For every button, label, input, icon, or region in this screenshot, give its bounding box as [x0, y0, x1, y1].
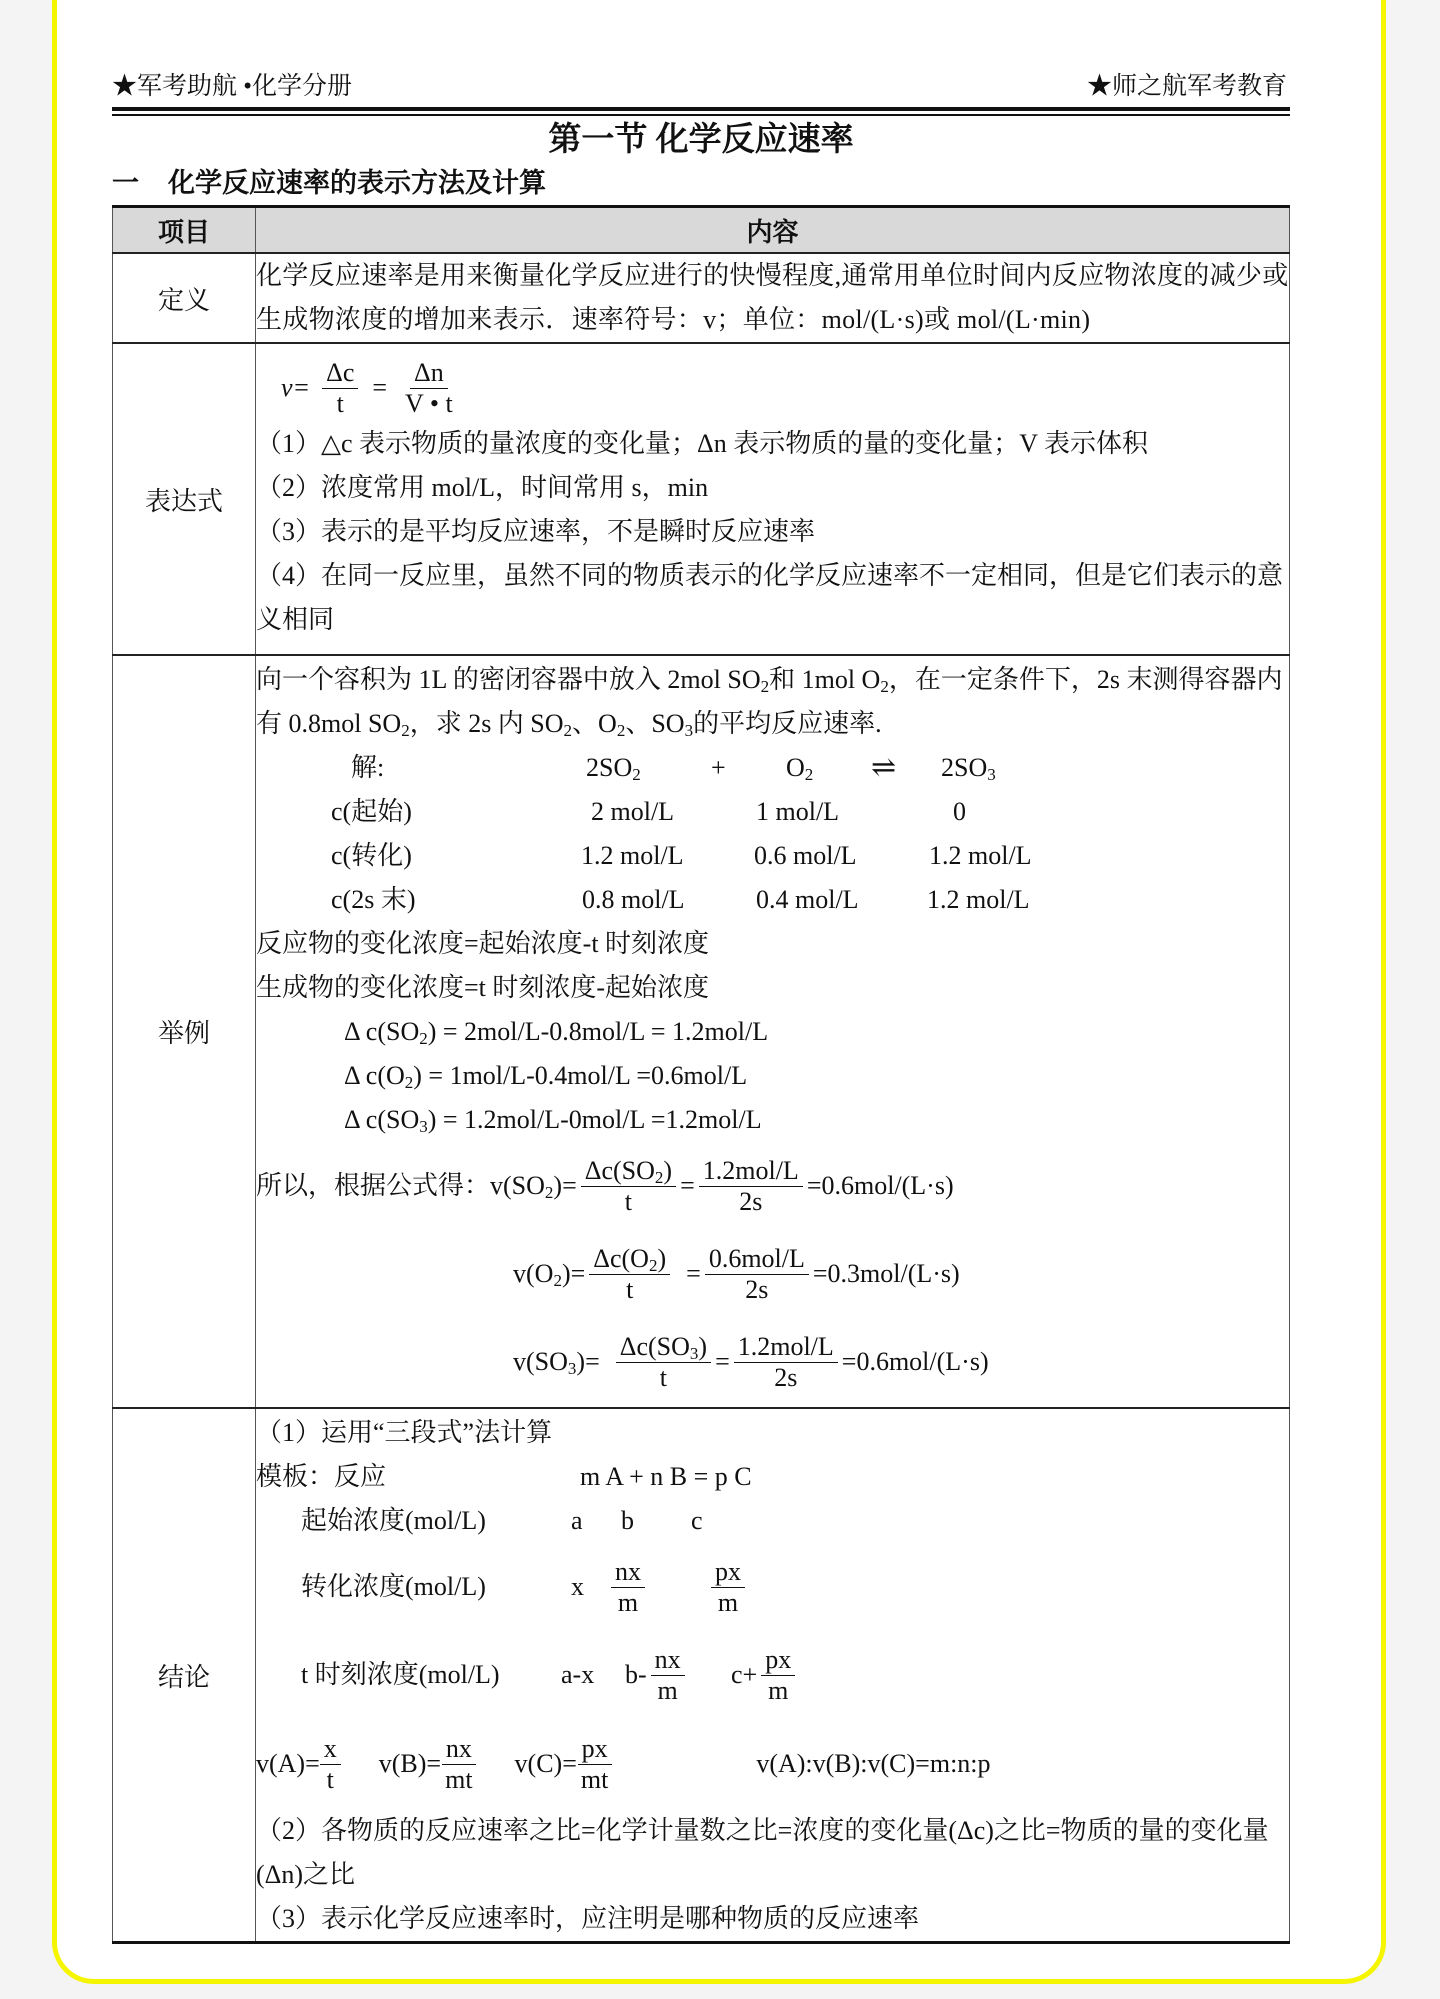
delta-o2: [256, 1054, 1289, 1098]
plus-sign: +: [711, 753, 726, 782]
subscript: 2: [553, 1271, 562, 1290]
fraction: [734, 1332, 838, 1393]
vb-lhs: v(B)=: [378, 1749, 442, 1778]
subscript: 2: [632, 765, 641, 784]
conclusion-point-3: （3）表示化学反应速率时，应注明是哪种物质的反应速率: [256, 1904, 920, 1933]
value-prefix: b-: [625, 1660, 647, 1689]
fraction: [589, 1244, 670, 1305]
table-row-definition: [113, 253, 1290, 343]
va-lhs: v(A)=: [256, 1749, 320, 1778]
fraction: [320, 1734, 341, 1795]
numerator-text: ): [698, 1331, 708, 1361]
denominator: m: [617, 1587, 639, 1617]
fraction: [441, 1734, 476, 1795]
delta-text: Δ c(O: [344, 1061, 405, 1090]
section-title: 化学反应速率的表示方法及计算: [168, 168, 546, 198]
numerator: 1.2mol/L: [699, 1156, 803, 1187]
row-change-label: c(转化): [331, 841, 412, 870]
subscript: 3: [684, 721, 694, 740]
denominator: m: [657, 1675, 678, 1705]
delta-text: ) = 1.2mol/L-0mol/L =1.2mol/L: [427, 1105, 762, 1134]
value: 0: [953, 797, 966, 826]
denominator: t: [326, 1764, 334, 1794]
fraction: [705, 1244, 809, 1305]
subscript: 2: [760, 677, 770, 696]
fraction: [699, 1156, 803, 1217]
numerator: px: [761, 1645, 795, 1676]
denominator: t: [626, 1274, 634, 1304]
numerator: 1.2mol/L: [734, 1332, 838, 1363]
value: a: [571, 1506, 583, 1535]
subscript: 2: [401, 721, 410, 740]
numerator-text: Δc(O: [593, 1243, 649, 1273]
numerator: nx: [442, 1734, 476, 1765]
subscript: 2: [544, 1183, 554, 1202]
denominator: mt: [580, 1764, 609, 1794]
note-4: （4）在同一反应里，虽然不同的物质表示的化学反应速率不一定相同，但是它们表示的意义相同: [256, 561, 1284, 634]
denominator: 2s: [745, 1274, 769, 1304]
fraction: [322, 358, 358, 419]
denominator: mt: [445, 1764, 473, 1794]
subscript: 2: [563, 721, 573, 740]
rate-result: =0.3mol/(L·s): [812, 1259, 960, 1288]
lhs-text: v(O: [513, 1259, 554, 1288]
conclusion-point-2: （2）各物质的反应速率之比=化学计量数之比=浓度的变化量(Δc)之比=物质的量的变化量(Δn)之比: [256, 1816, 1269, 1889]
numerator-text: Δc(SO: [584, 1155, 655, 1185]
fraction: [577, 1734, 612, 1795]
numerator: [589, 1244, 670, 1275]
denominator: V • t: [405, 388, 453, 418]
denominator: t: [624, 1186, 633, 1216]
t-b-value: [625, 1645, 731, 1706]
value: a-x: [561, 1660, 595, 1689]
change-label: 转化浓度(mol/L): [301, 1572, 486, 1601]
table-header-row: [113, 207, 1290, 254]
conclusion-point-1: （1）运用“三段式”法计算: [256, 1418, 553, 1447]
problem-text: 的平均反应速率.: [693, 709, 882, 738]
header-left: ★军考助航 •化学分册: [112, 73, 353, 100]
fraction: [616, 1332, 711, 1393]
note-3: （3）表示的是平均反应速率，不是瞬时反应速率: [256, 517, 816, 546]
species-o2: [786, 746, 871, 790]
denominator: t: [336, 388, 344, 418]
denominator: 2s: [774, 1362, 798, 1392]
definition-text: 化学反应速率是用来衡量化学反应进行的快慢程度,通常用单位时间内反应物浓度的减少或生成物浓度的增加来表示．速率符号：v；单位：mol/(L·s)或 mol/(L·min): [256, 261, 1289, 334]
problem-text: 、SO: [625, 709, 685, 738]
delta-text: Δ c(SO: [344, 1105, 420, 1134]
template-t-row: [301, 1631, 1289, 1719]
section-number: 一: [112, 168, 139, 198]
formula-lhs: v=: [281, 373, 311, 402]
header-right: ★师之航军考教育: [1086, 73, 1287, 100]
value-prefix: c+: [731, 1660, 758, 1689]
rate-ratio: v(A):v(B):v(C)=m:n:p: [756, 1749, 991, 1778]
denominator: m: [717, 1587, 739, 1617]
row-content: [256, 253, 1290, 343]
equals-sign: =: [715, 1347, 730, 1376]
problem-text: ，在一定条件下，2s 末测得容器内有 0.8mol SO: [256, 665, 1283, 738]
vc-lhs: v(C)=: [514, 1749, 577, 1778]
conclusion-lead: 所以，根据公式得：: [256, 1171, 491, 1200]
delta-so3: [256, 1098, 1289, 1142]
section-heading: [112, 165, 546, 201]
delta-text: ) = 2mol/L-0.8mol/L = 1.2mol/L: [427, 1017, 769, 1046]
table-row-expression: [113, 343, 1290, 655]
value: b: [621, 1506, 634, 1535]
species-text: 2SO: [941, 753, 988, 782]
fraction: [401, 358, 457, 419]
numerator: Δc: [322, 358, 358, 389]
rule-reactant: 反应物的变化浓度=起始浓度-t 时刻浓度: [256, 929, 710, 958]
table-row-conclusion: [113, 1408, 1290, 1943]
lhs-text: v(SO: [513, 1347, 568, 1376]
problem-text: 、O: [572, 709, 617, 738]
row-label: 定义: [113, 253, 256, 343]
equals-sign: =: [372, 373, 388, 402]
denominator: m: [768, 1675, 789, 1705]
numerator: px: [578, 1734, 612, 1765]
row-content: [256, 343, 1290, 655]
species-text: 2SO: [586, 753, 633, 782]
numerator-text: ): [663, 1155, 673, 1185]
solution-label: 解:: [351, 753, 385, 782]
rate-expressions: [256, 1719, 1289, 1809]
numerator: nx: [651, 1645, 685, 1676]
rate-result: =0.6mol/(L·s): [806, 1171, 954, 1200]
t-c-value: [731, 1645, 811, 1706]
col-header-item: 项目: [113, 207, 256, 254]
lhs-text: )=: [553, 1171, 577, 1200]
species-so2: [586, 746, 711, 790]
lhs-text: )=: [561, 1259, 586, 1288]
numerator-text: Δc(SO: [619, 1331, 690, 1361]
value: c: [691, 1506, 703, 1535]
value: 1.2 mol/L: [581, 841, 684, 870]
fraction: [761, 1645, 795, 1706]
denominator: t: [659, 1362, 668, 1392]
template-change-row: [301, 1543, 1289, 1631]
subscript: 2: [648, 1255, 658, 1275]
numerator: px: [711, 1557, 745, 1588]
value: 2 mol/L: [591, 797, 675, 826]
header-rule-thin: [112, 114, 1290, 116]
numerator: x: [320, 1734, 341, 1765]
species-text: O: [786, 753, 805, 782]
rate-o2: [256, 1230, 1289, 1318]
row-label: 举例: [113, 655, 256, 1408]
subscript: 2: [404, 1073, 414, 1092]
col-header-content: 内容: [256, 207, 1290, 254]
value: 0.6 mol/L: [754, 841, 857, 870]
subscript: 2: [804, 765, 814, 784]
rate-lhs: [513, 1340, 600, 1384]
numerator-text: ): [657, 1243, 667, 1273]
template-equation: m A + n B = p C: [580, 1462, 752, 1491]
numerator: [581, 1156, 676, 1187]
equals-sign: =: [680, 1171, 695, 1200]
problem-text: ，求 2s 内 SO: [409, 709, 564, 738]
example-problem: [256, 658, 1289, 746]
numerator: nx: [611, 1557, 645, 1588]
lhs-text: v(SO: [490, 1171, 545, 1200]
template-start-row: [301, 1499, 1289, 1543]
page-title: 第一节 化学反应速率: [548, 122, 854, 158]
subscript: 2: [880, 677, 889, 696]
value: 0.4 mol/L: [756, 885, 859, 914]
t-label: t 时刻浓度(mol/L): [301, 1660, 500, 1689]
subscript: 3: [689, 1343, 699, 1363]
rate-lhs: [490, 1164, 577, 1208]
value: x: [571, 1572, 584, 1601]
row-label: 结论: [113, 1408, 256, 1943]
fraction: [651, 1645, 685, 1706]
value: 0.8 mol/L: [582, 885, 685, 914]
subscript: 3: [567, 1359, 577, 1378]
note-2: （2）浓度常用 mol/L，时间常用 s，min: [256, 473, 709, 502]
solution-table: [331, 746, 1289, 922]
start-label: 起始浓度(mol/L): [301, 1506, 486, 1535]
row-content: [256, 655, 1290, 1408]
numerator: 0.6mol/L: [705, 1244, 809, 1275]
numerator: Δn: [410, 358, 448, 389]
subscript: 3: [419, 1117, 428, 1136]
problem-text: 向一个容积为 1L 的密闭容器中放入 2mol SO: [256, 665, 761, 694]
row-label: 表达式: [113, 343, 256, 655]
row-content: [256, 1408, 1290, 1943]
template-label: 模板：反应: [256, 1462, 387, 1491]
species-so3: [941, 746, 1061, 790]
table-row-example: [113, 655, 1290, 1408]
template-line: [256, 1455, 1289, 1499]
subscript: 3: [987, 765, 996, 784]
value: 1 mol/L: [756, 797, 840, 826]
row-end-label: c(2s 末): [331, 885, 416, 914]
note-1: （1）△c 表示物质的量浓度的变化量；Δn 表示物质的量的变化量；V 表示体积: [256, 429, 1149, 458]
value: 1.2 mol/L: [929, 841, 1032, 870]
subscript: 2: [616, 721, 626, 740]
equals-sign: =: [686, 1259, 701, 1288]
value: 1.2 mol/L: [927, 885, 1030, 914]
lhs-text: )=: [576, 1347, 600, 1376]
rate-so3: [256, 1318, 1289, 1406]
content-table: [112, 205, 1290, 1944]
denominator: 2s: [739, 1186, 763, 1216]
fraction: [611, 1557, 645, 1618]
subscript: 2: [419, 1029, 428, 1048]
problem-text: 和 1mol O: [769, 665, 881, 694]
rate-so2: [256, 1142, 1289, 1230]
delta-text: Δ c(SO: [344, 1017, 420, 1046]
fraction: [581, 1156, 676, 1217]
header-rule-thick: [112, 107, 1290, 111]
delta-text: ) = 1mol/L-0.4mol/L =0.6mol/L: [413, 1061, 748, 1090]
rate-result: =0.6mol/(L·s): [841, 1347, 989, 1376]
delta-so2: [256, 1010, 1289, 1054]
fraction: [711, 1557, 745, 1618]
equilibrium-arrow: ⇌: [871, 751, 897, 784]
subscript: 2: [654, 1167, 664, 1187]
rate-lhs: [513, 1252, 585, 1296]
numerator: [616, 1332, 711, 1363]
rule-product: 生成物的变化浓度=t 时刻浓度-起始浓度: [256, 973, 710, 1002]
row-start-label: c(起始): [331, 797, 412, 826]
rate-formula: [256, 352, 1289, 422]
